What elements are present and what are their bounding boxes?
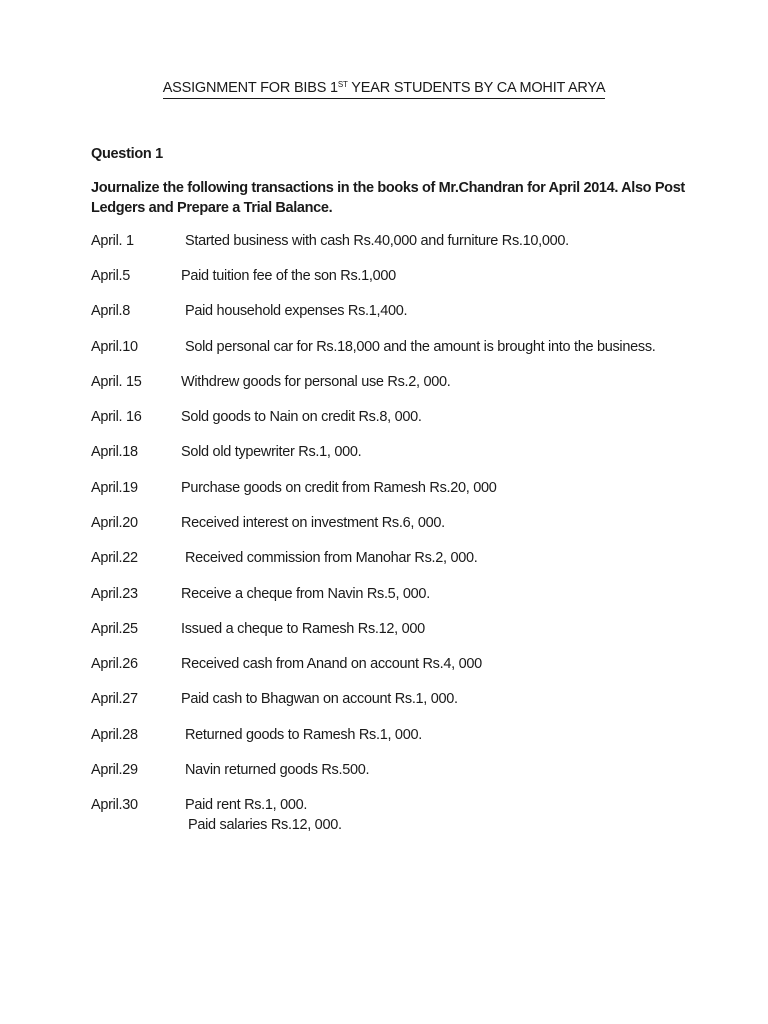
transaction-date: April.27 xyxy=(91,691,138,707)
title-superscript: ST xyxy=(337,80,348,89)
transaction-description: Received interest on investment Rs.6, 000. xyxy=(181,515,445,531)
transaction-description: Sold goods to Nain on credit Rs.8, 000. xyxy=(181,409,422,425)
transaction-date: April.18 xyxy=(91,444,138,460)
transaction-date: April.20 xyxy=(91,515,138,531)
transaction-date: April. 15 xyxy=(91,374,142,390)
transaction-description: Navin returned goods Rs.500. xyxy=(185,762,370,778)
transaction-date: April.29 xyxy=(91,762,138,778)
transaction-description: Received cash from Anand on account Rs.4, 000 xyxy=(181,656,482,672)
question-instruction: Journalize the following transactions in the books of Mr.Chandran for April 2014. Also Post Ledgers and Prepare a Trial Balance. xyxy=(91,180,685,216)
transaction-description: Received commission from Manohar Rs.2, 000. xyxy=(185,550,478,566)
transaction-description: Issued a cheque to Ramesh Rs.12, 000 xyxy=(181,621,425,637)
transaction-date: April. 1 xyxy=(91,233,134,249)
transaction-description: Paid household expenses Rs.1,400. xyxy=(185,303,408,319)
transaction-description: Sold old typewriter Rs.1, 000. xyxy=(181,444,362,460)
transaction-description: Returned goods to Ramesh Rs.1, 000. xyxy=(185,727,422,743)
transaction-date: April. 16 xyxy=(91,409,142,425)
transaction-description: Started business with cash Rs.40,000 and furniture Rs.10,000. xyxy=(185,233,569,249)
question-label: Question 1 xyxy=(91,146,163,162)
transaction-date: April.10 xyxy=(91,339,138,355)
transaction-date: April.23 xyxy=(91,586,138,602)
transaction-description: Sold personal car for Rs.18,000 and the amount is brought into the business. xyxy=(185,339,656,355)
title-prefix: ASSIGNMENT FOR BIBS 1 xyxy=(162,80,338,96)
document-title xyxy=(0,80,768,99)
transaction-date: April.30 xyxy=(91,797,138,813)
transaction-date: April.5 xyxy=(91,268,130,284)
title-suffix: YEAR STUDENTS BY CA MOHIT ARYA xyxy=(347,80,606,96)
transaction-description: Paid tuition fee of the son Rs.1,000 xyxy=(181,268,396,284)
transaction-description: Paid rent Rs.1, 000. xyxy=(185,797,308,813)
transaction-date: April.25 xyxy=(91,621,138,637)
transaction-description: Paid cash to Bhagwan on account Rs.1, 000. xyxy=(181,691,458,707)
document-title-underlined xyxy=(163,80,606,99)
transaction-date: April.22 xyxy=(91,550,138,566)
transaction-date: April.26 xyxy=(91,656,138,672)
transaction-description: Withdrew goods for personal use Rs.2, 000. xyxy=(181,374,451,390)
transaction-date: April.19 xyxy=(91,480,138,496)
transaction-description: Receive a cheque from Navin Rs.5, 000. xyxy=(181,586,430,602)
transaction-date: April.8 xyxy=(91,303,130,319)
transaction-description-continued: Paid salaries Rs.12, 000. xyxy=(188,817,342,833)
transaction-date: April.28 xyxy=(91,727,138,743)
transaction-description: Purchase goods on credit from Ramesh Rs.20, 000 xyxy=(181,480,497,496)
